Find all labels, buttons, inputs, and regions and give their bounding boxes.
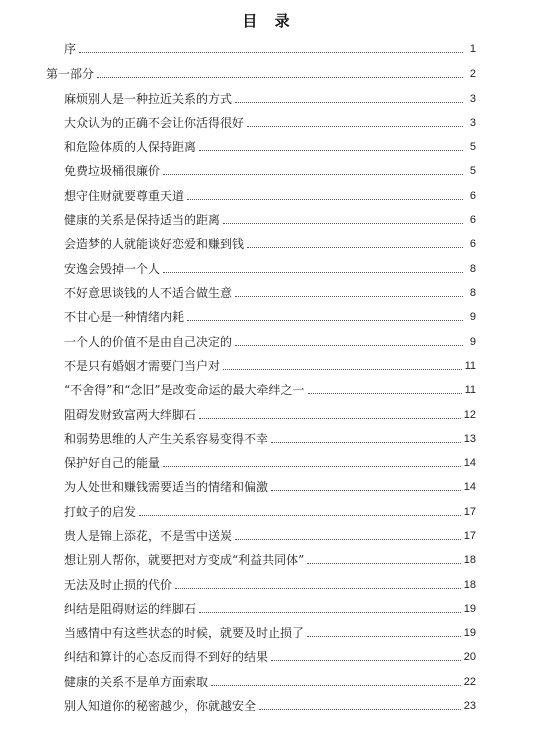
- toc-entry-label: “不舍得”和“念旧”是改变命运的最大牵绊之一: [64, 383, 305, 397]
- toc-entry[interactable]: [64, 671, 476, 689]
- toc-entry-page: 19: [463, 627, 476, 639]
- toc-entry-label: 和危险体质的人保持距离: [64, 140, 197, 154]
- toc-entry-label: 当感情中有这些状态的时候，就要及时止损了: [64, 626, 305, 640]
- dot-leader: [199, 612, 461, 613]
- toc-entry-page: 11: [464, 360, 476, 372]
- dot-leader: [163, 466, 461, 467]
- dot-leader: [271, 490, 461, 491]
- toc-entry-page: 5: [469, 141, 476, 153]
- toc-entry-page: 1: [469, 43, 476, 55]
- toc-entry-label: 贵人是锦上添花，不是雪中送炭: [64, 529, 233, 543]
- dot-leader: [235, 102, 463, 103]
- toc-entry-page: 9: [469, 336, 476, 348]
- toc-entry[interactable]: [64, 428, 476, 446]
- toc-entry-page: 6: [469, 214, 476, 226]
- toc-entry[interactable]: [64, 501, 476, 519]
- dot-leader: [223, 369, 462, 370]
- dot-leader: [235, 345, 463, 346]
- toc-entry-label: 大众认为的正确不会让你活得很好: [64, 116, 245, 130]
- toc-entry[interactable]: [64, 646, 476, 664]
- toc-entry-label: 纠结和算计的心态反而得不到好的结果: [64, 650, 269, 664]
- dot-leader: [79, 52, 463, 53]
- toc-entry-page: 14: [463, 457, 476, 469]
- dot-leader: [139, 515, 461, 516]
- toc-entry-label: 不甘心是一种情绪内耗: [64, 310, 185, 324]
- toc-entry[interactable]: [64, 476, 476, 494]
- toc-entry-page: 11: [464, 384, 476, 396]
- toc-entry[interactable]: [64, 404, 476, 422]
- toc-entry[interactable]: [64, 258, 476, 276]
- toc-entry-preface[interactable]: [64, 38, 476, 56]
- dot-leader: [163, 174, 463, 175]
- toc-entry[interactable]: [64, 88, 476, 106]
- toc-entry-page: 14: [463, 481, 476, 493]
- toc-entry-label: 别人知道你的秘密越少，你就越安全: [64, 699, 257, 713]
- toc-entry-label: 一个人的价值不是由自己决定的: [64, 335, 233, 349]
- dot-leader: [235, 539, 461, 540]
- toc-entry-page: 12: [463, 409, 476, 421]
- dot-leader: [223, 223, 463, 224]
- dot-leader: [307, 563, 460, 564]
- toc-entry[interactable]: [64, 355, 476, 373]
- toc-entry[interactable]: [64, 282, 476, 300]
- dot-leader: [199, 418, 461, 419]
- toc-entry-label: 免费垃圾桶很廉价: [64, 164, 161, 178]
- toc-entry-page: 6: [469, 238, 476, 250]
- toc-entry[interactable]: [64, 306, 476, 324]
- toc-entry-label: 想守住财就要尊重天道: [64, 189, 185, 203]
- dot-leader: [259, 709, 461, 710]
- toc-entry-label: 为人处世和赚钱需要适当的情绪和偏激: [64, 480, 269, 494]
- toc-entry[interactable]: [64, 525, 476, 543]
- toc-entry[interactable]: [64, 549, 476, 567]
- dot-leader: [307, 636, 461, 637]
- toc-entry-page: 9: [469, 311, 476, 323]
- toc-entry[interactable]: [64, 452, 476, 470]
- toc-entry[interactable]: [64, 112, 476, 130]
- dot-leader: [211, 685, 461, 686]
- toc-entry[interactable]: [64, 331, 476, 349]
- toc-entry-page: 17: [463, 530, 476, 542]
- toc-entry-label: 序: [64, 42, 77, 56]
- toc-entry-page: 23: [463, 700, 476, 712]
- toc-entry[interactable]: [64, 622, 476, 640]
- toc-entry-label: 不是只有婚姻才需要门当户对: [64, 359, 221, 373]
- toc-entry-label: 健康的关系不是单方面索取: [64, 675, 209, 689]
- toc-entry-label: 阻碍发财致富两大绊脚石: [64, 408, 197, 422]
- toc-entry-page: 18: [463, 554, 476, 566]
- toc-entry-page: 8: [469, 287, 476, 299]
- toc-entry-page: 22: [463, 676, 476, 688]
- toc-entry[interactable]: [64, 598, 476, 616]
- dot-leader: [247, 126, 463, 127]
- toc-title: 目 录: [242, 12, 296, 30]
- toc-entry-page: 2: [469, 68, 476, 80]
- toc-entry-page: 6: [469, 190, 476, 202]
- toc-entry[interactable]: [64, 233, 476, 251]
- toc-entry[interactable]: [64, 209, 476, 227]
- dot-leader: [235, 296, 463, 297]
- toc-entry[interactable]: [64, 185, 476, 203]
- toc-entry-label: 第一部分: [46, 67, 95, 81]
- dot-leader: [163, 272, 463, 273]
- toc-entry[interactable]: [64, 136, 476, 154]
- toc-entry[interactable]: [64, 379, 476, 397]
- toc-entry-page: 18: [463, 579, 476, 591]
- toc-entry-page: 8: [469, 263, 476, 275]
- dot-leader: [308, 393, 462, 394]
- toc-entry-page: 19: [463, 603, 476, 615]
- toc-entry[interactable]: [64, 695, 476, 713]
- dot-leader: [271, 660, 461, 661]
- toc-entry-page: 20: [463, 651, 476, 663]
- toc-entry-label: 纠结是阻碍财运的绊脚石: [64, 602, 197, 616]
- toc-entry-label: 安逸会毁掉一个人: [64, 262, 161, 276]
- toc-entry-page: 13: [463, 433, 476, 445]
- dot-leader: [247, 247, 463, 248]
- toc-entry-label: 无法及时止损的代价: [64, 578, 173, 592]
- toc-entry-label: 保护好自己的能量: [64, 456, 161, 470]
- dot-leader: [271, 442, 461, 443]
- toc-entry-page: 5: [469, 165, 476, 177]
- toc-entry-page: 3: [469, 117, 476, 129]
- toc-entry-label: 和弱势思维的人产生关系容易变得不幸: [64, 432, 269, 446]
- toc-entry[interactable]: [64, 574, 476, 592]
- toc-entry[interactable]: [64, 160, 476, 178]
- toc-entry-label: 健康的关系是保持适当的距离: [64, 213, 221, 227]
- toc-entry-page: 3: [469, 93, 476, 105]
- dot-leader: [175, 588, 461, 589]
- dot-leader: [187, 199, 463, 200]
- dot-leader: [199, 150, 463, 151]
- toc-entry-part-one[interactable]: [46, 63, 476, 81]
- toc-entry-label: 不好意思谈钱的人不适合做生意: [64, 286, 233, 300]
- toc-entry-label: 麻烦别人是一种拉近关系的方式: [64, 92, 233, 106]
- toc-entry-label: 想让别人帮你，就要把对方变成“利益共同体”: [64, 553, 305, 567]
- toc-entry-page: 17: [463, 506, 476, 518]
- dot-leader: [97, 77, 463, 78]
- toc-entry-label: 打蚊子的启发: [64, 505, 137, 519]
- toc-entry-label: 会造梦的人就能谈好恋爱和赚到钱: [64, 237, 245, 251]
- dot-leader: [187, 320, 463, 321]
